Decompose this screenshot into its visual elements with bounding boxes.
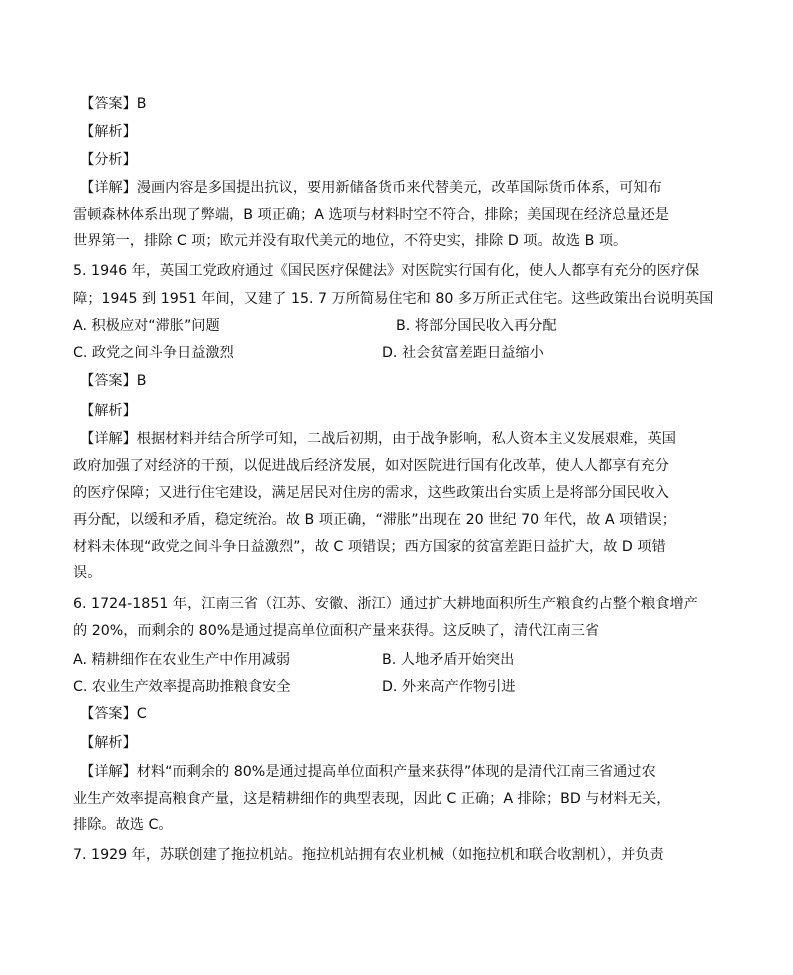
detail-line: 再分配，以缓和矛盾，稳定统治。故 B 项正确，“滞胀”出现在 20 世纪 70 年代，故 A 项错误；	[73, 512, 676, 528]
answer-label: 【答案】B	[80, 96, 147, 112]
detail-line: 【详解】根据材料并结合所学可知，二战后初期，由于战争影响，私人资本主义发展艰难，英国	[80, 431, 676, 447]
detail-line: 排除。故选 C。	[73, 817, 173, 833]
option-a: A. 积极应对“滞胀”问题	[73, 318, 220, 334]
detail-line: 政府加强了对经济的干预，以促进战后经济发展，如对医院进行国有化改革，使人人都享有充分	[73, 458, 669, 474]
option-b: B. 将部分国民收入再分配	[396, 318, 557, 334]
question-5-stem: 5. 1946 年，英国工党政府通过《国民医疗保健法》对医院实行国有化，使人人都享有充分的医疗保	[73, 263, 700, 279]
analysis-label: 【解析】	[80, 735, 137, 751]
option-c: C. 政党之间斗争日益激烈	[73, 345, 234, 361]
detail-line: 【详解】漫画内容是多国提出抗议，要用新储备货币来代替美元，改革国际货币体系，可知布	[80, 180, 662, 196]
detail-line: 误。	[73, 565, 102, 581]
analysis-label: 【解析】	[80, 403, 137, 419]
option-d: D. 外来高产作物引进	[382, 679, 516, 695]
question-5-stem: 障；1945 到 1951 年间，又建了 15. 7 万所简易住宅和 80 多万所正式住宅。这些政策出台说明英国	[73, 291, 714, 307]
detail-line: 雷顿森林体系出现了弊端，B 项正确；A 选项与材料时空不符合，排除；美国现在经济总量还是	[73, 207, 669, 223]
answer-label: 【答案】B	[80, 373, 147, 389]
option-b: B. 人地矛盾开始突出	[382, 652, 515, 668]
option-c: C. 农业生产效率提高助推粮食安全	[73, 679, 291, 695]
detail-line: 世界第一，排除 C 项；欧元并没有取代美元的地位，不符史实，排除 D 项。故选 B 项。	[73, 233, 628, 249]
option-d: D. 社会贫富差距日益缩小	[382, 345, 544, 361]
detail-line: 业生产效率提高粮食产量，这是精耕细作的典型表现，因此 C 正确；A 排除；BD 与材料无关，	[73, 791, 671, 807]
answer-label: 【答案】C	[80, 706, 147, 722]
analysis-label: 【解析】	[80, 124, 137, 140]
detail-line: 【详解】材料“而剩余的 80%是通过提高单位面积产量来获得”体现的是清代江南三省通过农	[80, 764, 656, 780]
detail-line: 的医疗保障；又进行住宅建设，满足居民对住房的需求，这些政策出台实质上是将部分国民收入	[73, 485, 669, 501]
question-6-stem: 6. 1724-1851 年，江南三省（江苏、安徽、浙江）通过扩大耕地面积所生产粮食约占整个粮食增产	[73, 596, 698, 612]
option-a: A. 精耕细作在农业生产中作用减弱	[73, 652, 291, 668]
question-7-stem: 7. 1929 年，苏联创建了拖拉机站。拖拉机站拥有农业机械（如拖拉机和联合收割机），并负责	[73, 847, 664, 863]
question-6-stem: 的 20%，而剩余的 80%是通过提高单位面积产量来获得。这反映了，清代江南三省	[73, 623, 600, 639]
detail-line: 材料未体现“政党之间斗争日益激烈”，故 C 项错误；西方国家的贫富差距日益扩大，故 D 项错	[73, 539, 666, 555]
fenxi-label: 【分析】	[80, 152, 137, 168]
